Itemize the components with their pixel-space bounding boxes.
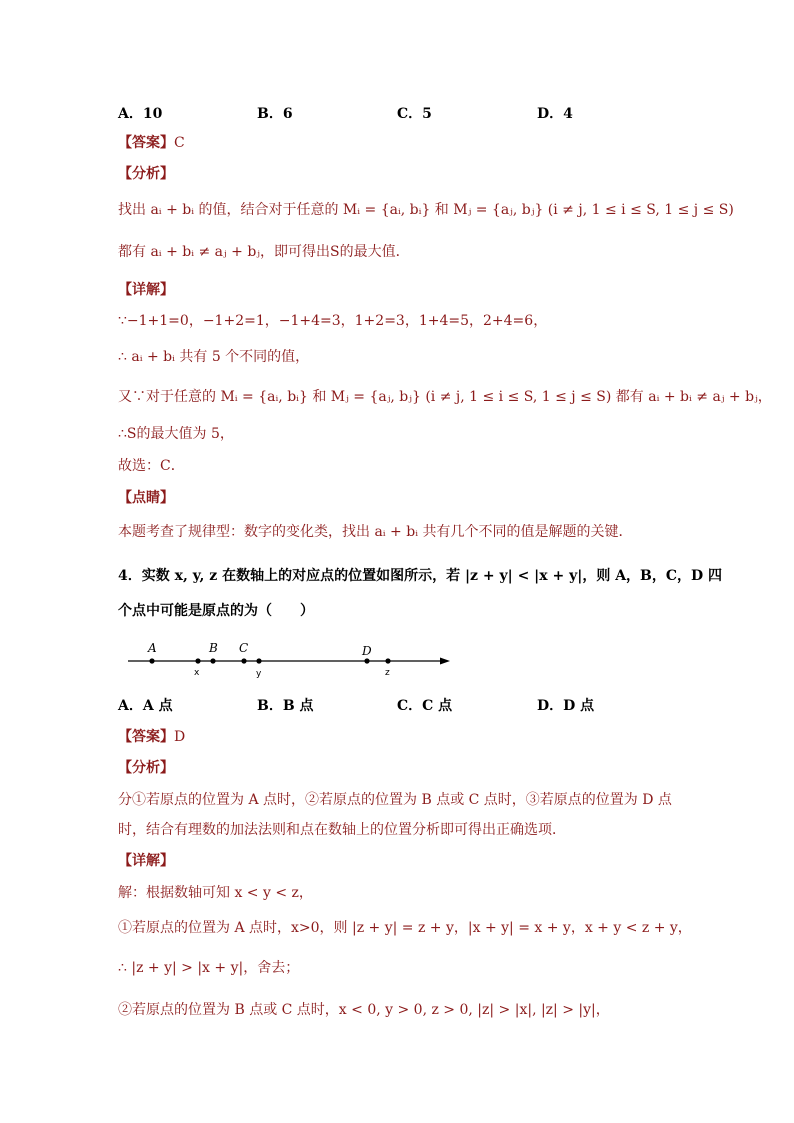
answer-tag: 【答案】 <box>118 135 174 151</box>
q4-option-c: C．C 点 <box>397 698 453 714</box>
q3-option-c: C．5 <box>397 106 432 122</box>
q3-option-d: D．4 <box>537 106 573 122</box>
point-d-dot <box>364 658 369 663</box>
q3-analysis-line-2: 都有 aᵢ + bᵢ ≠ aⱼ + bⱼ，即可得出S的最大值． <box>118 244 410 260</box>
q3-detail-line-5: 故选：C． <box>118 458 185 474</box>
q4-stem-line-2: 个点中可能是原点的为（ ） <box>118 603 314 619</box>
q4-answer <box>118 727 185 747</box>
q4-analysis-line-2: 时，结合有理数的加法法则和点在数轴上的位置分析即可得出正确选项． <box>118 822 566 838</box>
point-a-dot <box>149 658 154 663</box>
q4-option-b: B．B 点 <box>257 698 314 714</box>
axis-arrow-icon <box>440 658 450 665</box>
q3-analysis-tag: 【分析】 <box>118 166 174 182</box>
q3-option-a: A．10 <box>118 106 163 122</box>
point-x-dot <box>195 658 200 663</box>
q3-detail-line-2: ∴ aᵢ + bᵢ 共有 5 个不同的值， <box>118 349 310 365</box>
q3-detail-line-4: ∴S的最大值为 5， <box>118 426 234 442</box>
label-c: C <box>239 641 249 655</box>
point-z-dot <box>385 658 390 663</box>
q3-option-b: B．6 <box>257 106 293 122</box>
q4-analysis-tag: 【分析】 <box>118 760 174 776</box>
q3-comment-tag: 【点睛】 <box>118 490 174 506</box>
number-line-figure <box>118 636 458 680</box>
q3-analysis-line-1: 找出 aᵢ + bᵢ 的值，结合对于任意的 Mᵢ = {aᵢ, bᵢ} 和 Mⱼ = {aⱼ, bⱼ} (i ≠ j, 1 ≤ i ≤ S, 1 ≤ j ≤ S) <box>118 202 734 218</box>
label-y: y <box>256 669 262 679</box>
q4-detail-line-1: 解：根据数轴可知 x < y < z， <box>118 885 313 901</box>
q3-detail-line-3: 又∵对于任意的 Mᵢ = {aᵢ, bᵢ} 和 Mⱼ = {aⱼ, bⱼ} (i ≠ j, 1 ≤ i ≤ S, 1 ≤ j ≤ S) 都有 aᵢ + bᵢ ≠ aⱼ + bⱼ， <box>118 389 772 405</box>
point-b-dot <box>210 658 215 663</box>
label-b: B <box>209 641 218 655</box>
q3-detail-tag: 【详解】 <box>118 282 174 298</box>
answer-value: D <box>174 729 186 745</box>
label-a: A <box>148 641 157 655</box>
q4-stem-line-1: 4．实数 x, y, z 在数轴上的对应点的位置如图所示，若 |z + y| < |x + y|，则 A，B，C，D 四 <box>118 568 723 584</box>
point-y-dot <box>256 658 261 663</box>
q4-analysis-line-1: 分①若原点的位置为 A 点时，②若原点的位置为 B 点或 C 点时，③若原点的位置为 D 点 <box>118 792 672 808</box>
q4-detail-line-2: ①若原点的位置为 A 点时，x>0，则 |z + y| = z + y，|x + y| = x + y，x + y < z + y， <box>118 920 692 936</box>
q3-detail-line-1: ∵−1+1=0，−1+2=1，−1+4=3，1+2=3，1+4=5，2+4=6， <box>118 313 548 329</box>
q3-answer <box>118 133 185 153</box>
q4-detail-line-3: ∴ |z + y| > |x + y|，舍去； <box>118 960 300 976</box>
q4-detail-tag: 【详解】 <box>118 853 174 869</box>
label-z: z <box>385 668 390 678</box>
q4-option-a: A．A 点 <box>118 698 173 714</box>
answer-value: C <box>174 135 185 151</box>
q4-option-d: D．D 点 <box>537 698 595 714</box>
label-d: D <box>362 644 372 658</box>
label-x: x <box>194 668 200 678</box>
answer-tag: 【答案】 <box>118 729 174 745</box>
q4-detail-line-4: ②若原点的位置为 B 点或 C 点时，x < 0, y > 0, z > 0, |z| > |x|, |z| > |y|， <box>118 1002 610 1018</box>
q3-comment-line-1: 本题考查了规律型：数字的变化类，找出 aᵢ + bᵢ 共有几个不同的值是解题的关键． <box>118 524 633 540</box>
point-c-dot <box>241 658 246 663</box>
